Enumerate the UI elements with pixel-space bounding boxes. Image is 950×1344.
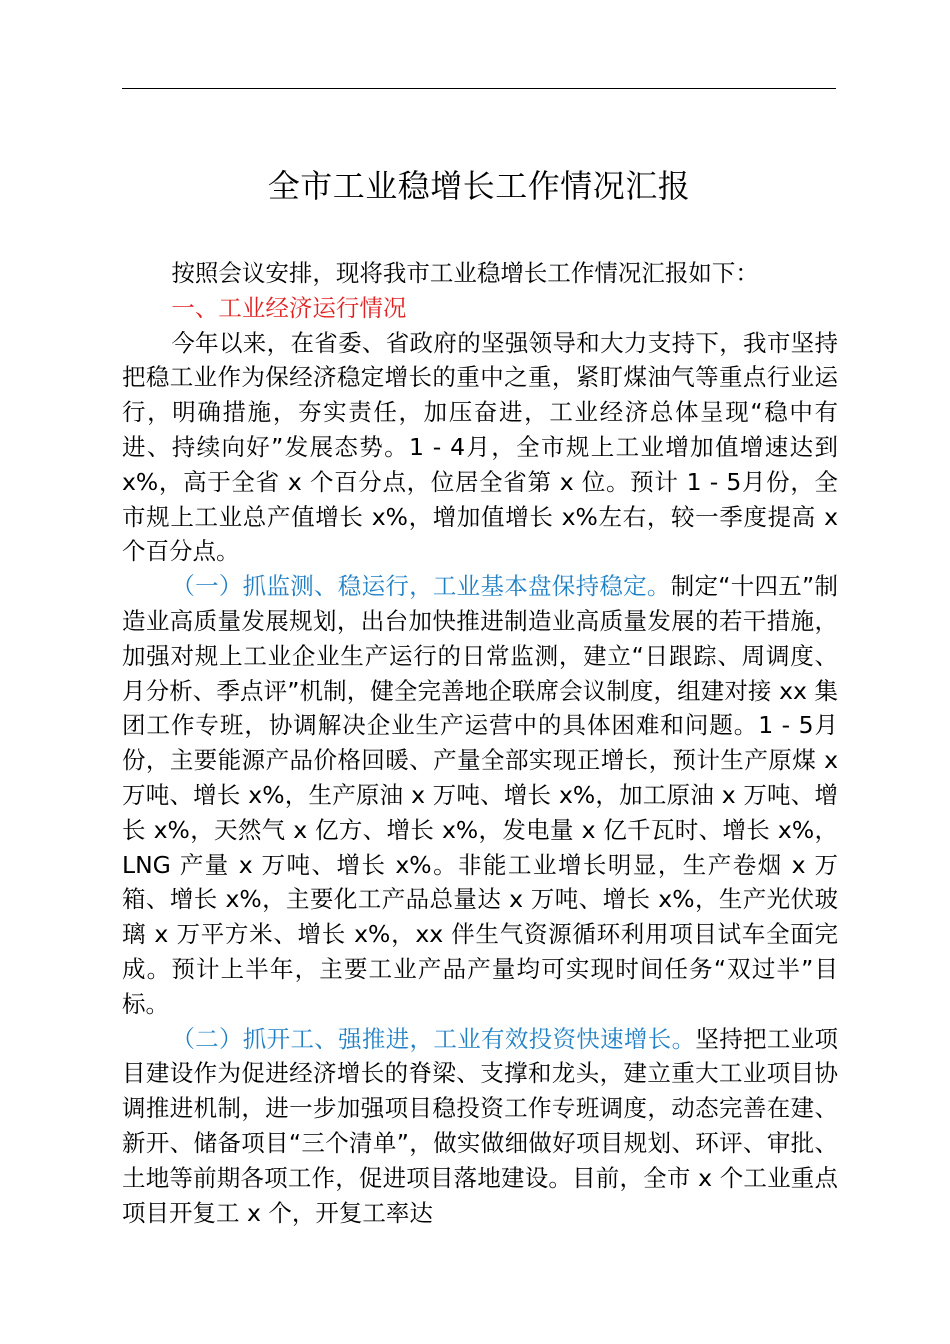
document-title: 全市工业稳增长工作情况汇报	[267, 167, 691, 205]
subsection-heading-2: （二）抓开工、强推进，工业有效投资快速增长。	[171, 1024, 696, 1053]
document-body	[122, 256, 838, 1230]
section-heading: 一、工业经济运行情况	[171, 293, 407, 322]
header-rule	[122, 88, 836, 89]
subsection-paragraph-2	[122, 1022, 838, 1231]
intro-paragraph: 按照会议安排，现将我市工业稳增长工作情况汇报如下：	[171, 259, 759, 287]
subsection-text-2: 坚持把工业项目建设作为促进经济增长的脊梁、支撑和龙头，建立重大工业项目协调推进机制，进一步加强项目稳投资工作专班调度，动态完善在建、新开、储备项目“三个清单”，做实做细做好项目规划、环评、审批、土地等前期各项工作，促进项目落地建设。目前，全市 x 个工业重点项目开复工 x 个，开复工率达	[122, 1024, 839, 1227]
subsection-paragraph-1	[122, 569, 838, 1021]
subsection-text-1: 制定“十四五”制造业高质量发展规划，出台加快推进制造业高质量发展的若干措施，加强对规上工业企业生产运行的日常监测，建立“日跟踪、周调度、月分析、季点评”机制，健全完善地企联席会议制度，组建对接 xx 集团工作专班，协调解决企业生产运营中的具体困难和问题。1 - 5月份，主要能源产品价格回暖、产量全部实现正增长，预计生产原煤 x 万吨、增长 x%，生产原油 x 万吨、增长 x%，加工原油 x 万吨、增长 x%，天然气 x 亿方、增长 x%，发电量 x 亿千瓦时、增长 x%，LNG 产量 x 万吨、增长 x%。非能工业增长明显，生产卷烟 x 万箱、增长 x%，主要化工产品总量达 x 万吨、增长 x%，生产光伏玻璃 x 万平方米、增长 x%，xx 伴生气资源循环利用项目试车全面完成。预计上半年，主要工业产品产量均可实现时间任务“双过半”目标。	[122, 572, 839, 1018]
subsection-heading-1: （一）抓监测、稳运行，工业基本盘保持稳定。	[171, 572, 671, 601]
section-paragraph: 今年以来，在省委、省政府的坚强领导和大力支持下，我市坚持把稳工业作为保经济稳定增长的重中之重，紧盯煤油气等重点行业运行，明确措施，夯实责任，加压奋进，工业经济总体呈现“稳中有进、持续向好”发展态势。1 - 4月，全市规上工业增加值增速达到 x%，高于全省 x 个百分点，位居全省第 x 位。预计 1 - 5月份，全市规上工业总产值增长 x%，增加值增长 x%左右，较一季度提高 x 个百分点。	[122, 328, 838, 566]
